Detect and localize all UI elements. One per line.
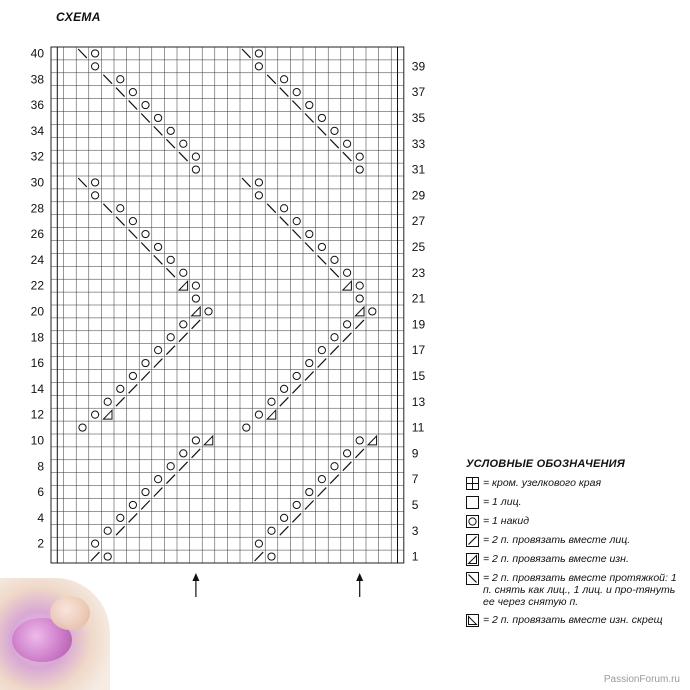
legend-item — [466, 496, 686, 509]
legend-item-text: = 2 п. провязать вместе изн. скрещ — [483, 614, 663, 626]
row-number-left: 8 — [37, 459, 44, 474]
row-number-left: 22 — [30, 278, 44, 293]
legend-item — [466, 553, 686, 566]
row-number-left: 16 — [30, 356, 44, 371]
row-number-right: 11 — [411, 420, 425, 435]
legend-items — [466, 477, 686, 627]
legend-item-text: = 2 п. провязать вместе протяжкой: 1 п. снять как лиц., 1 лиц. и про-тянуть ее через снятую п. — [483, 572, 677, 608]
row-number-right: 31 — [411, 162, 426, 177]
row-number-right: 21 — [411, 291, 426, 306]
p2tog-legend-icon — [466, 553, 479, 566]
row-number-right: 5 — [411, 497, 419, 512]
row-number-right: 9 — [411, 446, 419, 461]
row-number-right: 29 — [411, 188, 426, 203]
legend-item-text: = 2 п. провязать вместе изн. — [483, 553, 629, 565]
row-number-left: 24 — [30, 252, 44, 267]
k2tog-legend-icon — [466, 534, 479, 547]
edge-stitch-legend-icon — [466, 477, 479, 490]
legend — [466, 458, 686, 633]
row-number-left: 2 — [37, 536, 44, 551]
row-number-right: 13 — [411, 394, 426, 409]
legend-item-text: = 1 лиц. — [483, 496, 522, 508]
legend-item-text: = 1 накид — [483, 515, 530, 527]
row-number-left: 4 — [37, 510, 44, 525]
row-number-left: 38 — [30, 72, 44, 87]
arrow-head — [192, 573, 199, 581]
watermark: PassionForum.ru — [603, 674, 680, 685]
row-number-left: 40 — [30, 46, 44, 61]
row-number-right: 27 — [411, 214, 426, 229]
row-number-left: 36 — [30, 98, 44, 113]
row-number-right: 23 — [411, 265, 426, 280]
arrow-head — [356, 573, 363, 581]
row-number-right: 37 — [411, 85, 426, 100]
knit-stitch-legend-icon — [466, 496, 479, 509]
row-number-left: 28 — [30, 201, 44, 216]
row-number-right: 25 — [411, 239, 426, 254]
row-number-left: 30 — [30, 175, 44, 190]
row-number-right: 1 — [411, 549, 419, 564]
row-number-right: 3 — [411, 523, 419, 538]
row-number-left: 18 — [30, 330, 44, 345]
row-number-right: 19 — [411, 317, 426, 332]
row-number-left: 12 — [30, 407, 44, 422]
row-number-left: 14 — [30, 381, 44, 396]
row-number-left: 26 — [30, 227, 44, 242]
row-number-left: 6 — [37, 485, 44, 500]
row-number-right: 39 — [411, 59, 426, 74]
row-number-left: 34 — [30, 123, 44, 138]
row-number-right: 15 — [411, 368, 426, 383]
legend-item — [466, 534, 686, 547]
row-number-right: 35 — [411, 110, 426, 125]
row-number-right: 33 — [411, 136, 426, 151]
legend-item — [466, 614, 686, 627]
row-number-right: 7 — [411, 472, 419, 487]
legend-item — [466, 477, 686, 490]
legend-item-text: = кром. узелкового края — [483, 477, 602, 489]
ssk-legend-icon — [466, 572, 479, 585]
legend-item-text: = 2 п. провязать вместе лиц. — [483, 534, 631, 546]
row-number-left: 20 — [30, 304, 44, 319]
legend-item — [466, 572, 686, 608]
legend-item — [466, 515, 686, 528]
row-number-right: 17 — [411, 343, 426, 358]
p2tog-tbl-legend-icon — [466, 614, 479, 627]
yarn-over-legend-icon — [466, 515, 479, 528]
legend-title: УСЛОВНЫЕ ОБОЗНАЧЕНИЯ — [466, 458, 625, 470]
row-number-left: 32 — [30, 149, 44, 164]
chart-title: СХЕМА — [56, 10, 101, 24]
row-number-left: 10 — [30, 433, 44, 448]
